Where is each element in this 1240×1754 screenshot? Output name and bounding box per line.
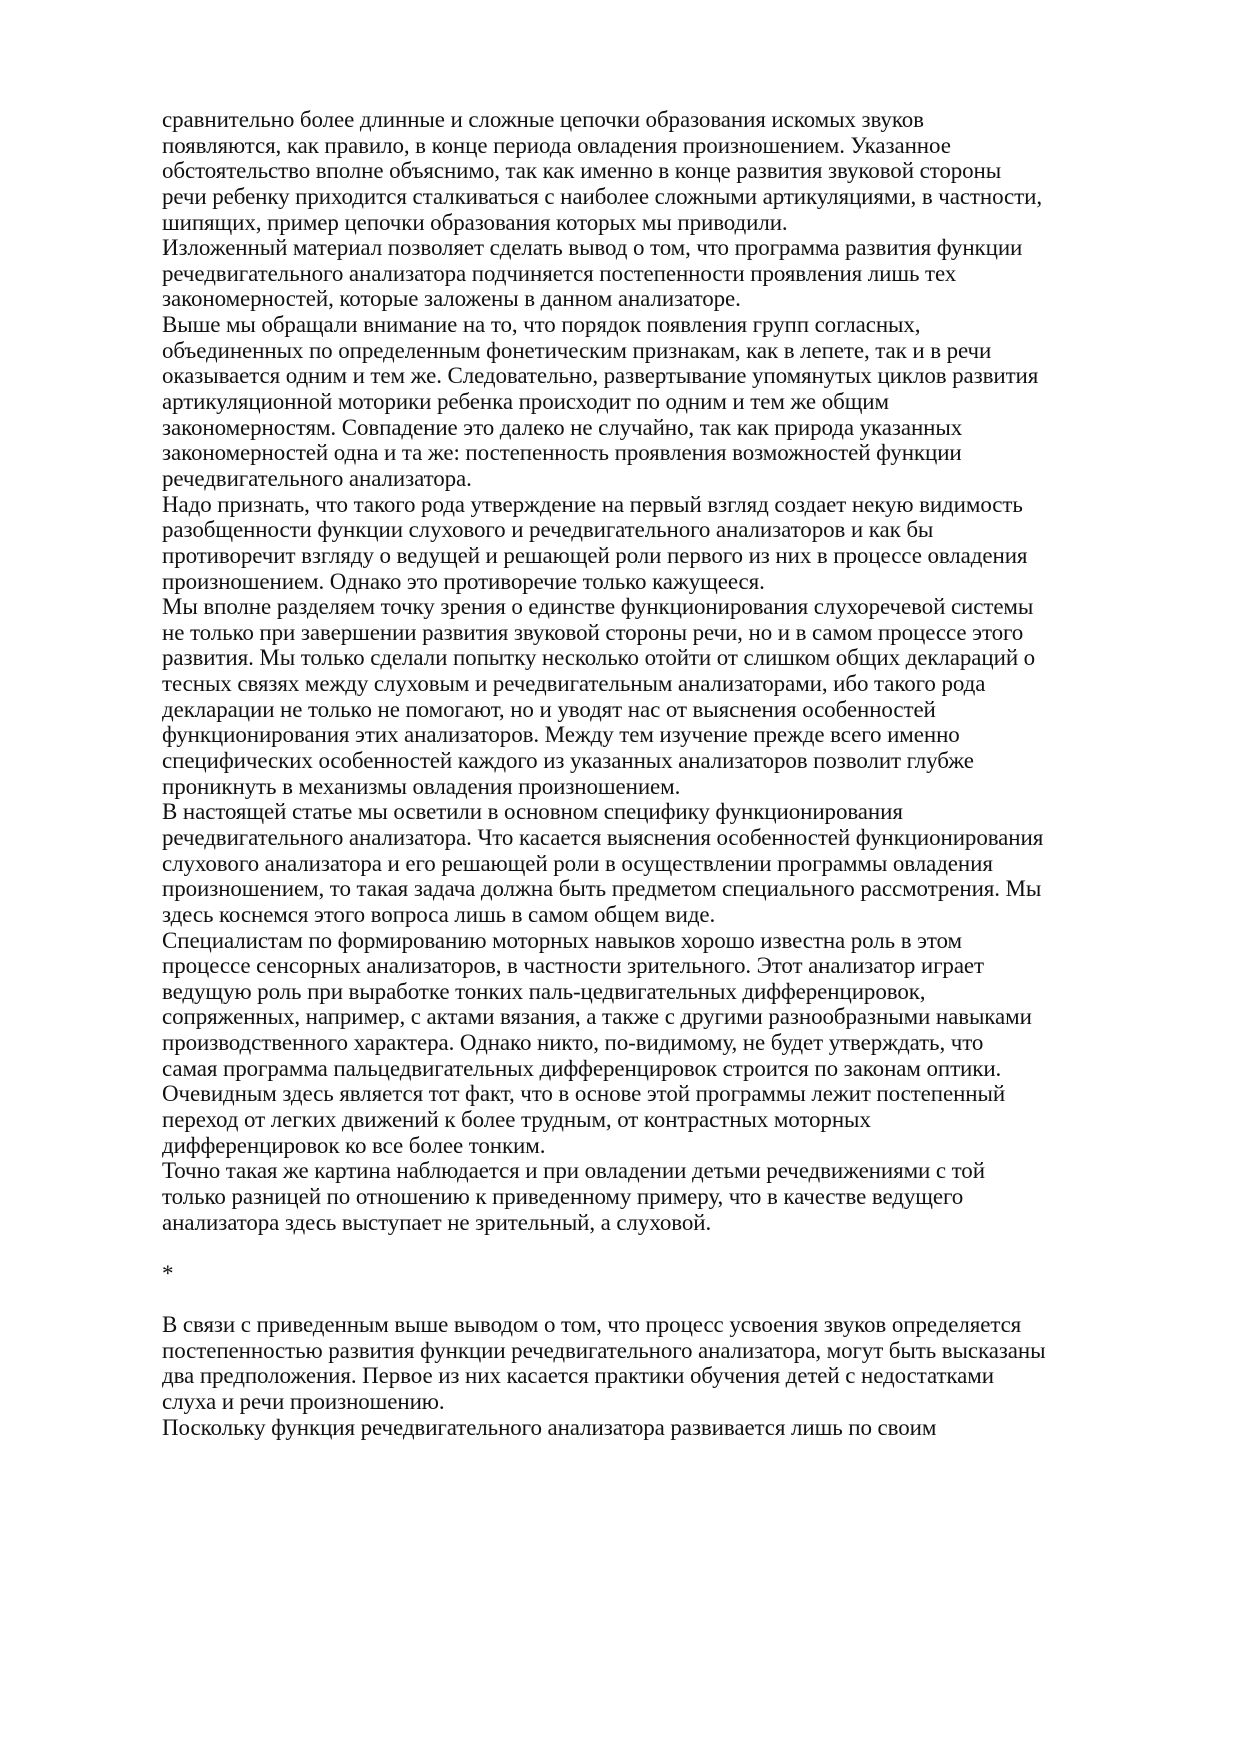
text-line: противоречит взгляду о ведущей и решающей роли первого из них в процессе овладения	[162, 542, 1028, 568]
text-line: декларации не только не помогают, но и уводят нас от выяснения особенностей	[162, 696, 936, 722]
text-line: обстоятельство вполне объяснимо, так как именно в конце развития звуковой стороны	[162, 158, 1002, 184]
text-line: не только при завершении развития звуковой стороны речи, но и в самом процессе этого	[162, 619, 1024, 645]
text-line: только разницей по отношению к приведенному примеру, что в качестве ведущего	[162, 1183, 964, 1209]
text-line: постепенностью развития функции речедвигательного анализатора, могут быть высказаны	[162, 1337, 1046, 1363]
text-line: артикуляционной моторики ребенка происходит по одним и тем же общим	[162, 389, 889, 415]
text-line: сопряженных, например, с актами вязания, а также с другими разнообразными навыками	[162, 1004, 1032, 1030]
text-line: здесь коснемся этого вопроса лишь в самом общем виде.	[162, 901, 716, 927]
blank-line	[162, 1235, 1102, 1261]
text-line: ведущую роль при выработке тонких паль-цедвигательных дифференцировок,	[162, 978, 926, 1004]
text-line: Очевидным здесь является тот факт, что в основе этой программы лежит постепенный	[162, 1081, 1006, 1107]
text-line: В связи с приведенным выше выводом о том, что процесс усвоения звуков определяется	[162, 1312, 1022, 1338]
text-line: слуха и речи произношению.	[162, 1389, 445, 1415]
text-line: функционирования этих анализаторов. Между тем изучение прежде всего именно	[162, 722, 960, 748]
text-line: анализатора здесь выступает не зрительный, а слуховой.	[162, 1209, 712, 1235]
text-line: речедвигательного анализатора подчиняется постепенности проявления лишь тех	[162, 260, 957, 286]
text-line: два предположения. Первое из них касается практики обучения детей с недостатками	[162, 1363, 994, 1389]
text-line: тесных связях между слуховым и речедвигательным анализаторами, ибо такого рода	[162, 671, 986, 697]
blank-line	[162, 1286, 1102, 1312]
text-line: речи ребенку приходится сталкиваться с наиболее сложными артикуляциями, в частности,	[162, 183, 1042, 209]
text-line: появляются, как правило, в конце периода овладения произношением. Указанное	[162, 132, 951, 158]
text-line: шипящих, пример цепочки образования которых мы приводили.	[162, 209, 788, 235]
text-line: процессе сенсорных анализаторов, в частности зрительного. Этот анализатор играет	[162, 953, 984, 979]
text-line: сравнительно более длинные и сложные цепочки образования искомых звуков	[162, 107, 924, 132]
text-line: дифференцировок ко все более тонким.	[162, 1132, 546, 1158]
text-line: Изложенный материал позволяет сделать вывод о том, что программа развития функции	[162, 235, 1023, 261]
text-line: оказывается одним и тем же. Следовательно, развертывание упомянутых циклов развития	[162, 363, 1039, 389]
text-line: произношением, то такая задача должна быть предметом специального рассмотрения. Мы	[162, 876, 1042, 902]
text-line: закономерностей, которые заложены в данном анализаторе.	[162, 286, 741, 312]
text-line: закономерностям. Совпадение это далеко не случайно, так как природа указанных	[162, 414, 963, 440]
text-line: произношением. Однако это противоречие только кажущееся.	[162, 568, 765, 594]
text-line: закономерностей одна и та же: постепенность проявления возможностей функции	[162, 440, 962, 466]
text-line: разобщенности функции слухового и речедвигательного анализаторов и как бы	[162, 517, 934, 543]
text-line: Выше мы обращали внимание на то, что порядок появления групп согласных,	[162, 312, 921, 338]
text-line: специфических особенностей каждого из указанных анализаторов позволит глубже	[162, 748, 974, 774]
text-line: развития. Мы только сделали попытку несколько отойти от слишком общих деклараций о	[162, 645, 1036, 671]
text-line: Точно такая же картина наблюдается и при овладении детьми речедвижениями с той	[162, 1158, 985, 1184]
text-line: Надо признать, что такого рода утверждение на первый взгляд создает некую видимость	[162, 491, 1023, 517]
text-line: речедвигательного анализатора. Что касается выяснения особенностей функционирования	[162, 824, 1044, 850]
text-line: слухового анализатора и его решающей роли в осуществлении программы овладения	[162, 850, 993, 876]
text-line: переход от легких движений к более трудным, от контрастных моторных	[162, 1106, 871, 1132]
body-text	[162, 107, 1102, 1440]
text-line: речедвигательного анализатора.	[162, 465, 472, 491]
text-line: самая программа пальцедвигательных дифференцировок строится по законам оптики.	[162, 1055, 1002, 1081]
text-line: Специалистам по формированию моторных навыков хорошо известна роль в этом	[162, 927, 962, 953]
text-line: В настоящей статье мы осветили в основном специфику функционирования	[162, 799, 903, 825]
text-line: объединенных по определенным фонетическим признакам, как в лепете, так и в речи	[162, 337, 992, 363]
text-line: производственного характера. Однако никто, по-видимому, не будет утверждать, что	[162, 1030, 984, 1056]
section-separator: *	[162, 1260, 174, 1286]
text-line: Мы вполне разделяем точку зрения о единстве функционирования слухоречевой системы	[162, 594, 1034, 620]
text-line: проникнуть в механизмы овладения произношением.	[162, 773, 681, 799]
text-line: Поскольку функция речедвигательного анализатора развивается лишь по своим	[162, 1414, 937, 1440]
